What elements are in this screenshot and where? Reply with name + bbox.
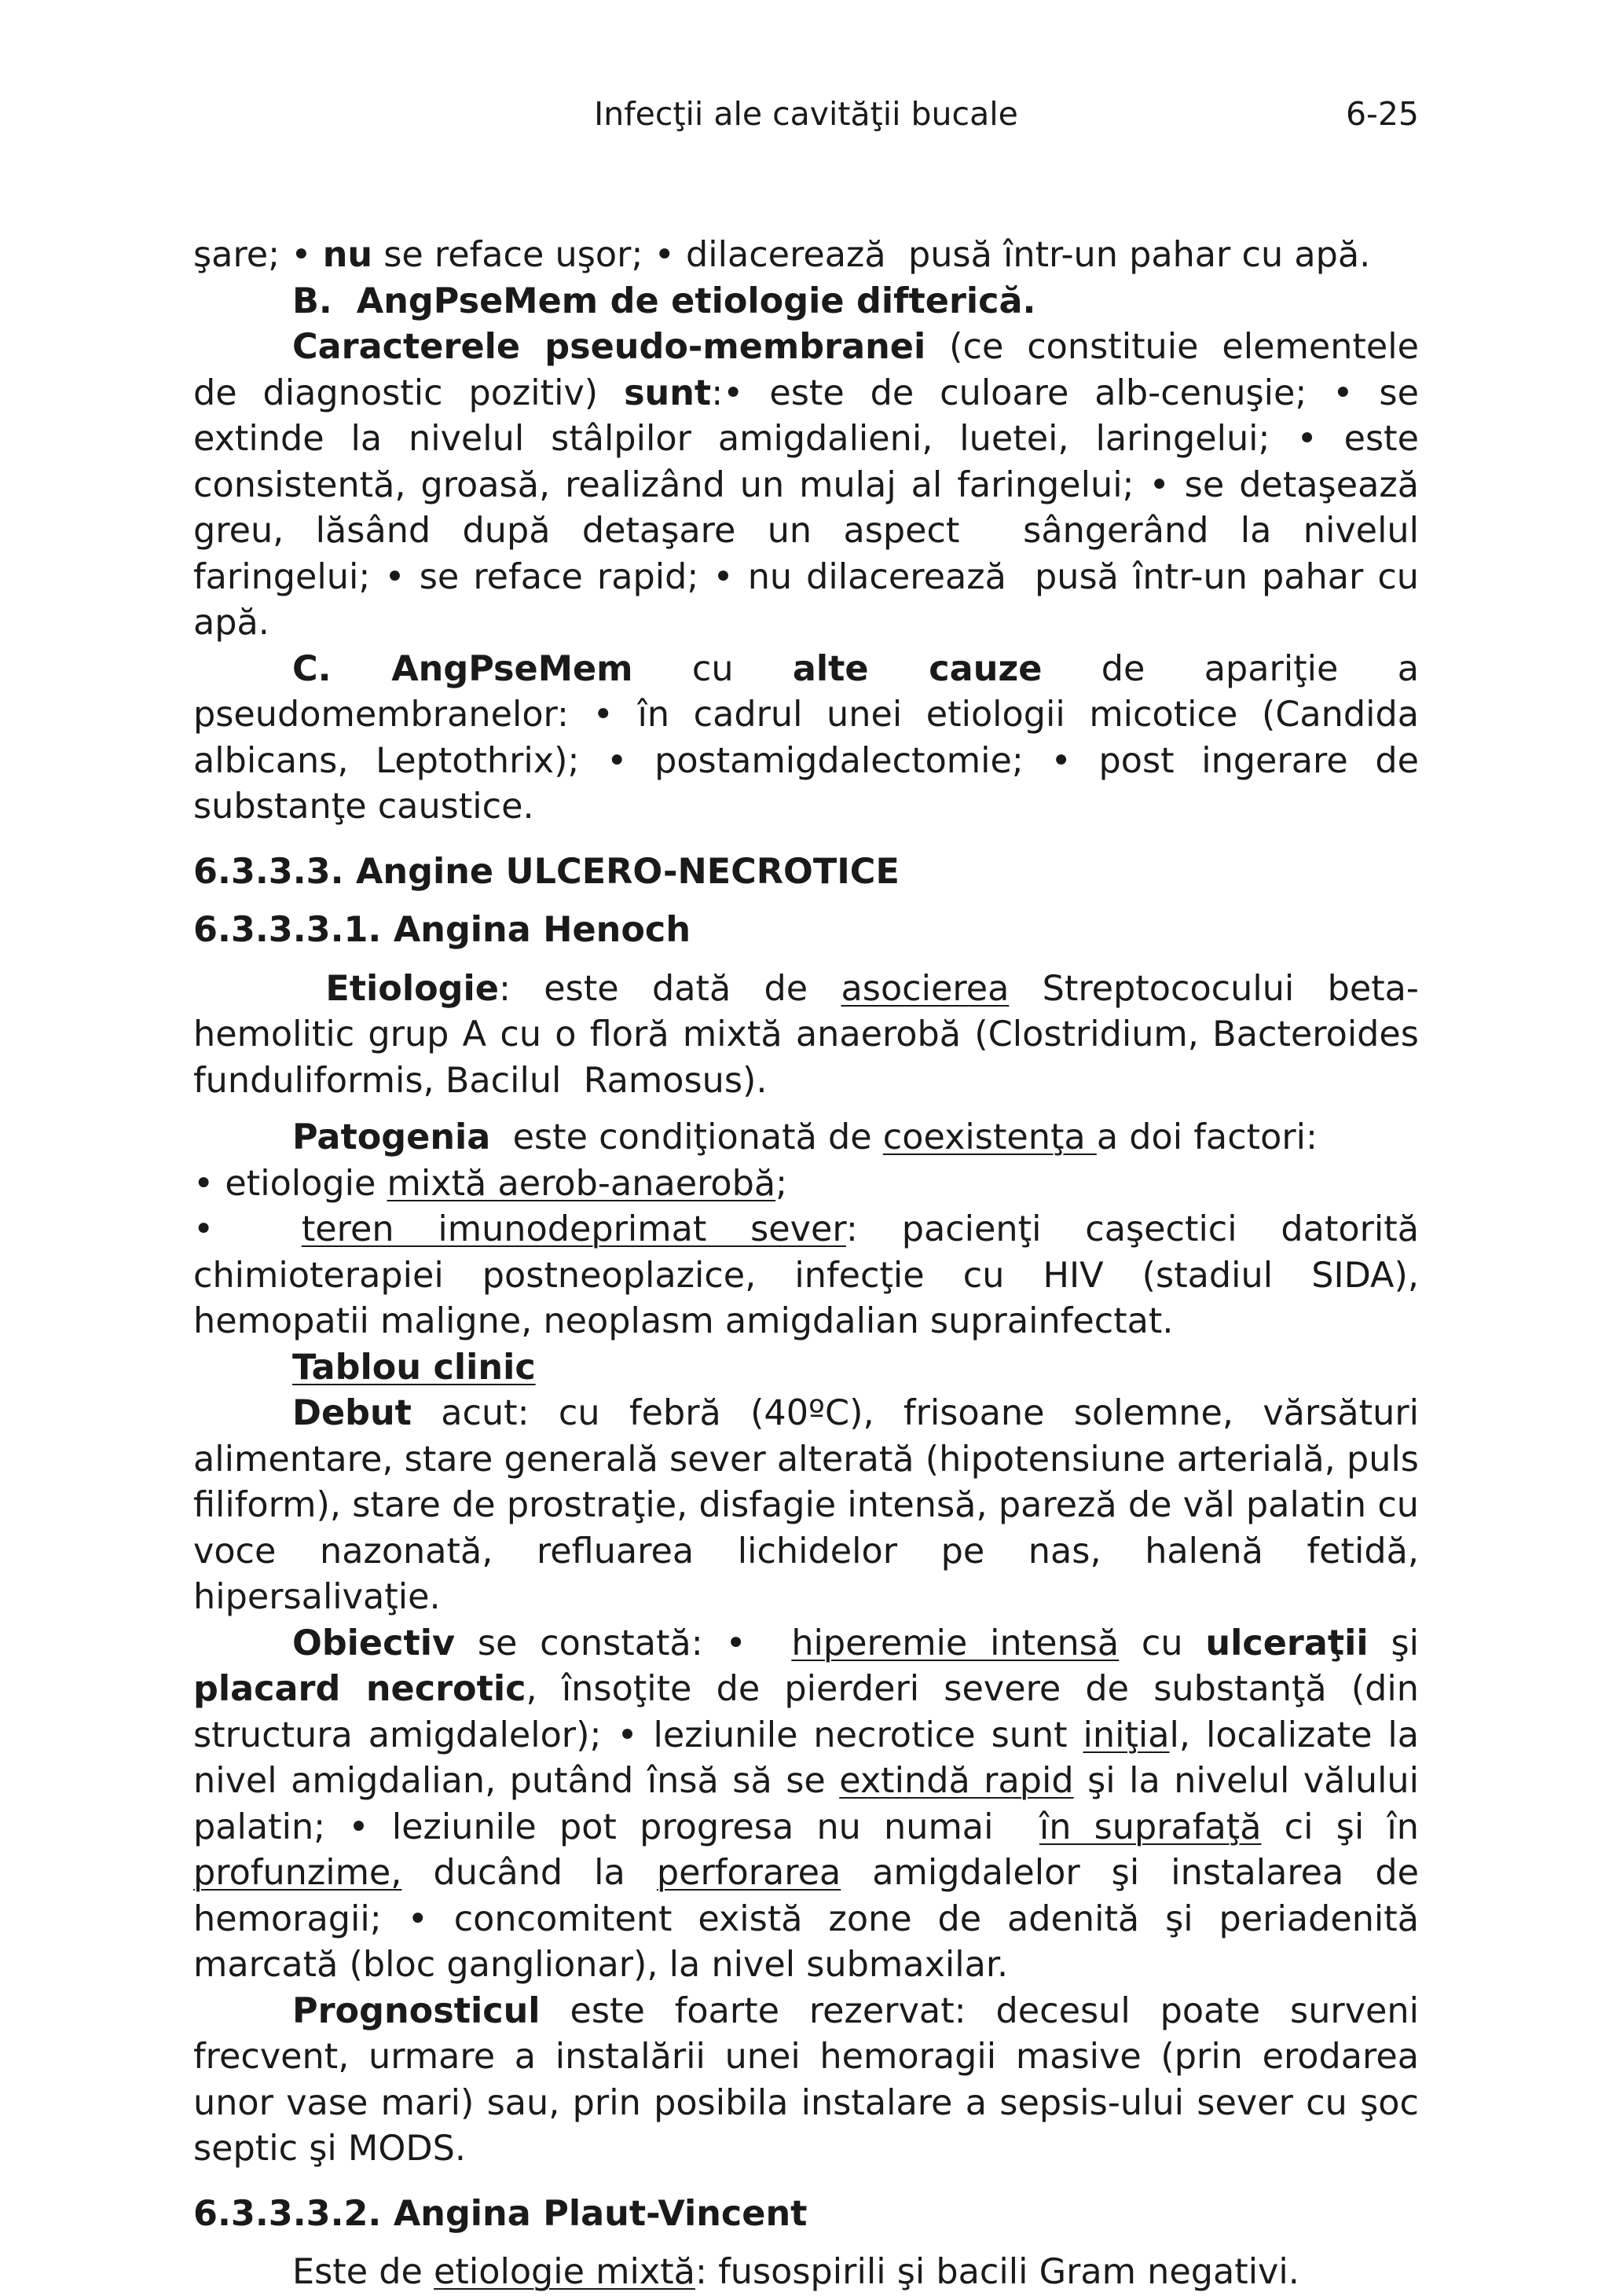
section-heading-ulcero-necrotic: 6.3.3.3. Angine ULCERO-NECROTICE xyxy=(193,851,900,892)
section-heading-plaut-vincent: 6.3.3.3.2. Angina Plaut-Vincent xyxy=(193,2193,808,2234)
paragraph-onset: Debut acut: cu febră (40ºC), frisoane solemne, vărsături alimentare, stare generală sever alterată (hipotensiune arterială, puls filiform), stare de prostraţie, disfagie intensă, pareză de văl palatin cu voce nazonată, refluarea lichidelor pe nas, halenă fetidă, hipersalivaţie. xyxy=(193,1393,1419,1617)
paragraph-pseudomembrane-characteristics: Caracterele pseudo-membranei (ce constituie elementele de diagnostic pozitiv) sunt:• este de culoare alb-cenuşie; • se extinde la nivelul stâlpilor amigdalieni, luetei, laringelui; • este consistentă, groasă, realizând un mulaj al faringelui; • se detaşează greu, lăsând după detaşare un aspect sângerând la nivelul faringelui; • se reface rapid; • nu dilacerează pusă într-un pahar cu apă. xyxy=(193,327,1419,643)
subheading-b: B. AngPseMem de etiologie difterică. xyxy=(292,281,1036,321)
paragraph-prognosis: Prognosticul este foarte rezervat: decesul poate surveni frecvent, urmare a instalării unei hemoragii masive (prin erodarea unor vase mari) sau, prin posibila instalare a sepsis-ului sever cu şoc septic şi MODS. xyxy=(193,1990,1419,2169)
paragraph-continuation: şare; • nu se reface uşor; • dilacerează pusă într-un pahar cu apă. xyxy=(193,235,1371,275)
paragraph-pathogenesis: Patogenia este condiţionată de coexistenţa a doi factori: xyxy=(292,1117,1318,1157)
paragraph-plaut-vincent-etiology: Este de etiologie mixtă: fusospirili şi bacili Gram negativi. xyxy=(292,2252,1299,2292)
document-page xyxy=(193,86,1419,2296)
list-item-mixed-etiology: • etiologie mixtă aerob-anaerobă; xyxy=(193,1163,788,1204)
running-header xyxy=(193,86,1419,141)
subheading-clinical-picture: Tablou clinic xyxy=(292,1347,536,1388)
section-heading-henoch: 6.3.3.3.1. Angina Henoch xyxy=(193,910,691,950)
paragraph-etiology: Etiologie: este dată de asocierea Streptococului beta-hemolitic grup A cu o floră mixtă anaerobă (Clostridium, Bacteroides funduliformis, Bacilul Ramosus). xyxy=(193,968,1419,1101)
page-number: 6-25 xyxy=(1345,95,1419,133)
paragraph-other-causes: C. AngPseMem cu alte cauze de apariţie a pseudomembranelor: • în cadrul unei etiologii micotice (Candida albicans, Leptothrix); • postamigdalectomie; • post ingerare de substanţe caustice. xyxy=(193,648,1419,827)
paragraph-objective: Obiectiv se constată: • hiperemie intensă cu ulceraţii şi placard necrotic, însoţite de pierderi severe de substanţă (din structura amigdalelor); • leziunile necrotice sunt iniţial, localizate la nivel amigdalian, putând însă să se extindă rapid şi la nivelul vălului palatin; • leziunile pot progresa nu numai în suprafaţă ci şi în profunzime, ducând la perforarea amigdalelor şi instalarea de hemoragii; • concomitent există zone de adenită şi periadenită marcată (bloc ganglionar), la nivel submaxilar. xyxy=(193,1623,1420,1985)
document-body xyxy=(193,233,1419,2296)
list-item-immunodepressed: • teren imunodeprimat sever: pacienţi caşectici datorită chimioterapiei postneoplazice, infecţie cu HIV (stadiul SIDA), hemopatii maligne, neoplasm amigdalian suprainfectat. xyxy=(193,1209,1420,1341)
running-title: Infecţii ale cavităţii bucale xyxy=(594,95,1018,133)
